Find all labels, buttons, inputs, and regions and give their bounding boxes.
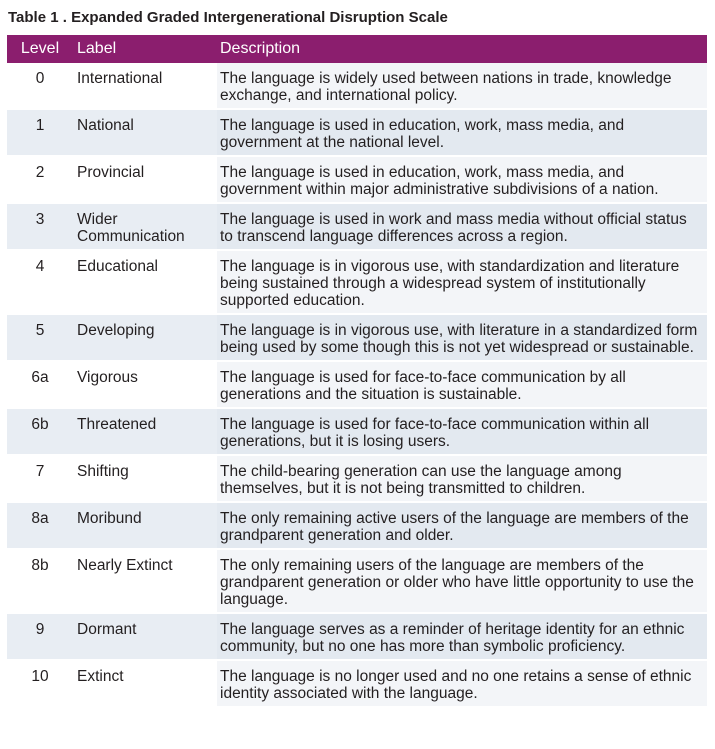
table-body [7,63,707,707]
cell-level: 6a [7,361,73,408]
cell-level: 9 [7,613,73,660]
cell-label: Developing [73,314,217,361]
egids-table [7,35,707,708]
table-row [7,361,707,408]
cell-label: Moribund [73,502,217,549]
cell-description: The language is in vigorous use, with standardization and literature being sustained through a widespread system of institutionally supported education. [217,250,707,314]
table-row [7,109,707,156]
table-row [7,408,707,455]
cell-level: 8b [7,549,73,613]
cell-label: Vigorous [73,361,217,408]
table-row [7,63,707,109]
cell-description: The language is used in education, work, mass media, and government at the national level. [217,109,707,156]
header-description: Description [217,35,707,63]
header-row [7,35,707,63]
cell-description: The only remaining active users of the language are members of the grandparent generation and older. [217,502,707,549]
cell-level: 5 [7,314,73,361]
header-level: Level [7,35,73,63]
table-row [7,502,707,549]
cell-description: The language is in vigorous use, with literature in a standardized form being used by some though this is not yet widespread or sustainable. [217,314,707,361]
cell-label: Wider Communication [73,203,217,250]
cell-label: National [73,109,217,156]
cell-description: The child-bearing generation can use the language among themselves, but it is not being transmitted to children. [217,455,707,502]
cell-level: 7 [7,455,73,502]
cell-label: International [73,63,217,109]
table-row [7,549,707,613]
table-caption: Table 1 . Expanded Graded Intergenerational Disruption Scale [8,9,448,26]
cell-level: 3 [7,203,73,250]
cell-description: The language is used in work and mass media without official status to transcend language differences across a region. [217,203,707,250]
cell-level: 2 [7,156,73,203]
cell-description: The language is widely used between nations in trade, knowledge exchange, and international policy. [217,63,707,109]
cell-description: The language is used for face-to-face communication by all generations and the situation is sustainable. [217,361,707,408]
cell-label: Provincial [73,156,217,203]
table-row [7,156,707,203]
cell-level: 4 [7,250,73,314]
cell-label: Nearly Extinct [73,549,217,613]
table-row [7,250,707,314]
table-row [7,660,707,707]
cell-level: 8a [7,502,73,549]
cell-label: Shifting [73,455,217,502]
cell-description: The language is used in education, work, mass media, and government within major administrative subdivisions of a nation. [217,156,707,203]
table-row [7,455,707,502]
cell-description: The language is no longer used and no one retains a sense of ethnic identity associated with the language. [217,660,707,707]
table-header [7,35,707,63]
cell-label: Dormant [73,613,217,660]
table-row [7,613,707,660]
cell-level: 1 [7,109,73,156]
cell-level: 10 [7,660,73,707]
cell-level: 0 [7,63,73,109]
cell-label: Extinct [73,660,217,707]
header-label: Label [73,35,217,63]
cell-label: Educational [73,250,217,314]
cell-description: The language is used for face-to-face communication within all generations, but it is losing users. [217,408,707,455]
cell-level: 6b [7,408,73,455]
table-row [7,203,707,250]
cell-label: Threatened [73,408,217,455]
cell-description: The only remaining users of the language are members of the grandparent generation or older who have little opportunity to use the language. [217,549,707,613]
cell-description: The language serves as a reminder of heritage identity for an ethnic community, but no one has more than symbolic proficiency. [217,613,707,660]
table-row [7,314,707,361]
